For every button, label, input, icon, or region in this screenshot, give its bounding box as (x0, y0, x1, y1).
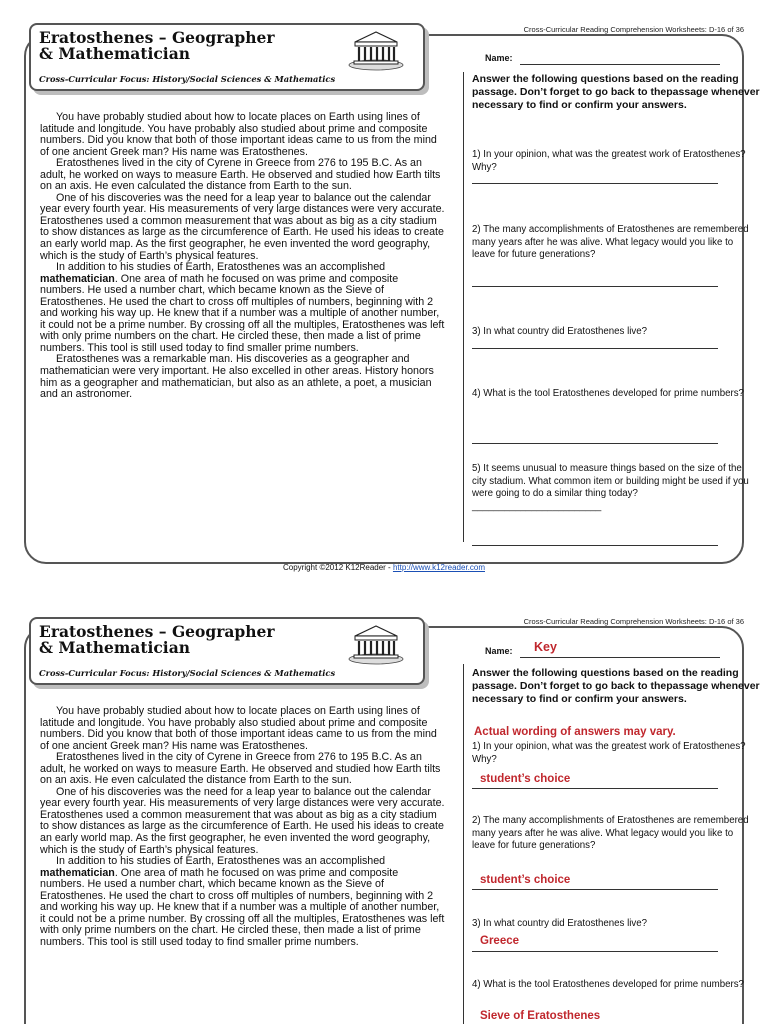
answer-1: student’s choice (480, 773, 571, 785)
question-2: 2) The many accomplishments of Eratosthenes are remembered many years after he was alive. What legacy would you like to leave for future generations? (472, 815, 749, 851)
question-3: 3) In what country did Eratosthenes live? (472, 918, 648, 929)
answer-line[interactable] (472, 889, 718, 890)
focus-subtitle: Cross-Curricular Focus: History/Social Sciences & Mathematics (39, 74, 336, 84)
passage-paragraph: In addition to his studies of Earth, Eratosthenes was an accomplished mathematician. One area of math he focused on was prime and composite numbers. He used a number chart, which became known as the Sieve of Eratosthenes. He used the chart to cross off multiples of numbers, beginning with 2 and working his way up. He knew that if a number was a multiple of another number, it could not be a prime number. By crossing off all the multiples, Eratosthenes was left with only prime numbers on the chart. He circled these, then made a list of prime numbers. This tool is still used today to find smaller prime numbers. (40, 261, 445, 354)
answer-line[interactable] (472, 286, 718, 287)
title-box (29, 23, 425, 91)
series-label: Cross-Curricular Reading Comprehension Worksheets: D-16 of 36 (523, 25, 744, 34)
column-divider (463, 664, 464, 1024)
question-2: 2) The many accomplishments of Eratosthenes are remembered many years after he was alive. What legacy would you like to leave for future generations? (472, 224, 749, 260)
name-label: Name: (485, 53, 513, 63)
page-title: Eratosthenes – Geographer & Mathematician (39, 622, 275, 657)
page-title: Eratosthenes – Geographer & Mathematician (39, 28, 275, 63)
passage-paragraph: Eratosthenes lived in the city of Cyrene in Greece from 276 to 195 B.C. As an adult, he worked on ways to measure Earth. He observed and studied how Earth tilts on an axis. He even calculated the distance from Earth to the sun. (40, 751, 441, 787)
question-5: 5) It seems unusual to measure things based on the size of the city stadium. What common item or building might be used if you were going to do a similar thing today? ________________________ (472, 463, 749, 512)
passage-paragraph: Eratosthenes lived in the city of Cyrene in Greece from 276 to 195 B.C. As an adult, he worked on ways to measure Earth. He observed and studied how Earth tilts on an axis. He even calculated the distance from Earth to the sun. (40, 157, 441, 193)
answer-line[interactable] (472, 348, 718, 349)
passage-paragraph: You have probably studied about how to locate places on Earth using lines of latitude and longitude. You have probably also studied about prime and composite numbers. Did you know that both of those important ideas came to us from the mind of one ancient Greek man? His name was Eratosthenes. (40, 705, 437, 752)
answer-line[interactable] (472, 788, 718, 789)
temple-icon (347, 623, 405, 665)
answer-line[interactable] (472, 545, 718, 546)
answers-note: Actual wording of answers may vary. (474, 726, 676, 738)
question-4: 4) What is the tool Eratosthenes developed for prime numbers? (472, 979, 744, 990)
instructions: Answer the following questions based on the reading passage. Don’t forget to go back to thepassage whenever necessary to find or confirm your answers. (472, 73, 760, 111)
name-label: Name: (485, 646, 513, 656)
temple-icon (347, 29, 405, 71)
name-field[interactable] (520, 53, 720, 65)
reading-passage (40, 112, 445, 401)
title-box (29, 617, 425, 685)
passage-paragraph: In addition to his studies of Earth, Eratosthenes was an accomplished mathematician. One area of math he focused on was prime and composite numbers. He used a number chart, which became known as the Sieve of Eratosthenes. He used the chart to cross off multiples of numbers, beginning with 2 and working his way up. He knew that if a number was a multiple of another number, it could not be a prime number. By crossing off all the multiples, Eratosthenes was left with only prime numbers on the chart. He circled these, then made a list of prime numbers. This tool is still used today to find smaller prime numbers. (40, 855, 445, 948)
series-label: Cross-Curricular Reading Comprehension Worksheets: D-16 of 36 (523, 617, 744, 626)
answer-2: student’s choice (480, 874, 571, 886)
passage-paragraph: One of his discoveries was the need for a leap year to balance out the calendar year every fourth year. His measurements of very large distances were very accurate. Eratosthenes used a common measurement that was about as big as a city stadium to show distances as large as the circumference of Earth. He used his ideas to create an early world map. As the first geographer, he even invented the word geography, which is the study of Earth’s physical features. (40, 785, 445, 856)
passage-paragraph: Eratosthenes was a remarkable man. His discoveries as a geographer and mathematician were very important. He also excelled in other areas. History honors him as a geographer and mathematician, but also as an athlete, a poet, a musician and an astronomer. (40, 353, 434, 401)
answer-line[interactable] (472, 951, 718, 952)
k12reader-link[interactable]: http://www.k12reader.com (392, 563, 485, 572)
answer-line[interactable] (472, 443, 718, 444)
answer-line[interactable] (472, 183, 718, 184)
question-1: 1) In your opinion, what was the greatest work of Eratosthenes? Why? (472, 741, 746, 765)
question-3: 3) In what country did Eratosthenes live? (472, 326, 648, 337)
question-4: 4) What is the tool Eratosthenes developed for prime numbers? (472, 388, 744, 399)
focus-subtitle: Cross-Curricular Focus: History/Social Sciences & Mathematics (39, 668, 336, 678)
question-1: 1) In your opinion, what was the greatest work of Eratosthenes? Why? (472, 149, 746, 173)
passage-paragraph: One of his discoveries was the need for a leap year to balance out the calendar year every fourth year. His measurements of very large distances were very accurate. Eratosthenes used a common measurement that was about as big as a city stadium to show distances as large as the circumference of Earth. He used his ideas to create an early world map. As the first geographer, he even invented the word geography, which is the study of Earth’s physical features. (40, 191, 445, 262)
answer-4: Sieve of Eratosthenes (480, 1010, 601, 1022)
answer-3: Greece (480, 935, 520, 947)
passage-paragraph: You have probably studied about how to locate places on Earth using lines of latitude and longitude. You have probably also studied about prime and composite numbers. Did you know that both of those important ideas came to us from the mind of one ancient Greek man? His name was Eratosthenes. (40, 111, 437, 158)
name-answer: Key (534, 640, 557, 654)
reading-passage (40, 706, 445, 948)
instructions: Answer the following questions based on the reading passage. Don’t forget to go back to thepassage whenever necessary to find or confirm your answers. (472, 667, 760, 705)
answer-key-page (0, 594, 768, 1024)
copyright: Copyright ©2012 K12Reader - http://www.k12reader.com (282, 563, 485, 572)
column-divider (463, 72, 464, 542)
